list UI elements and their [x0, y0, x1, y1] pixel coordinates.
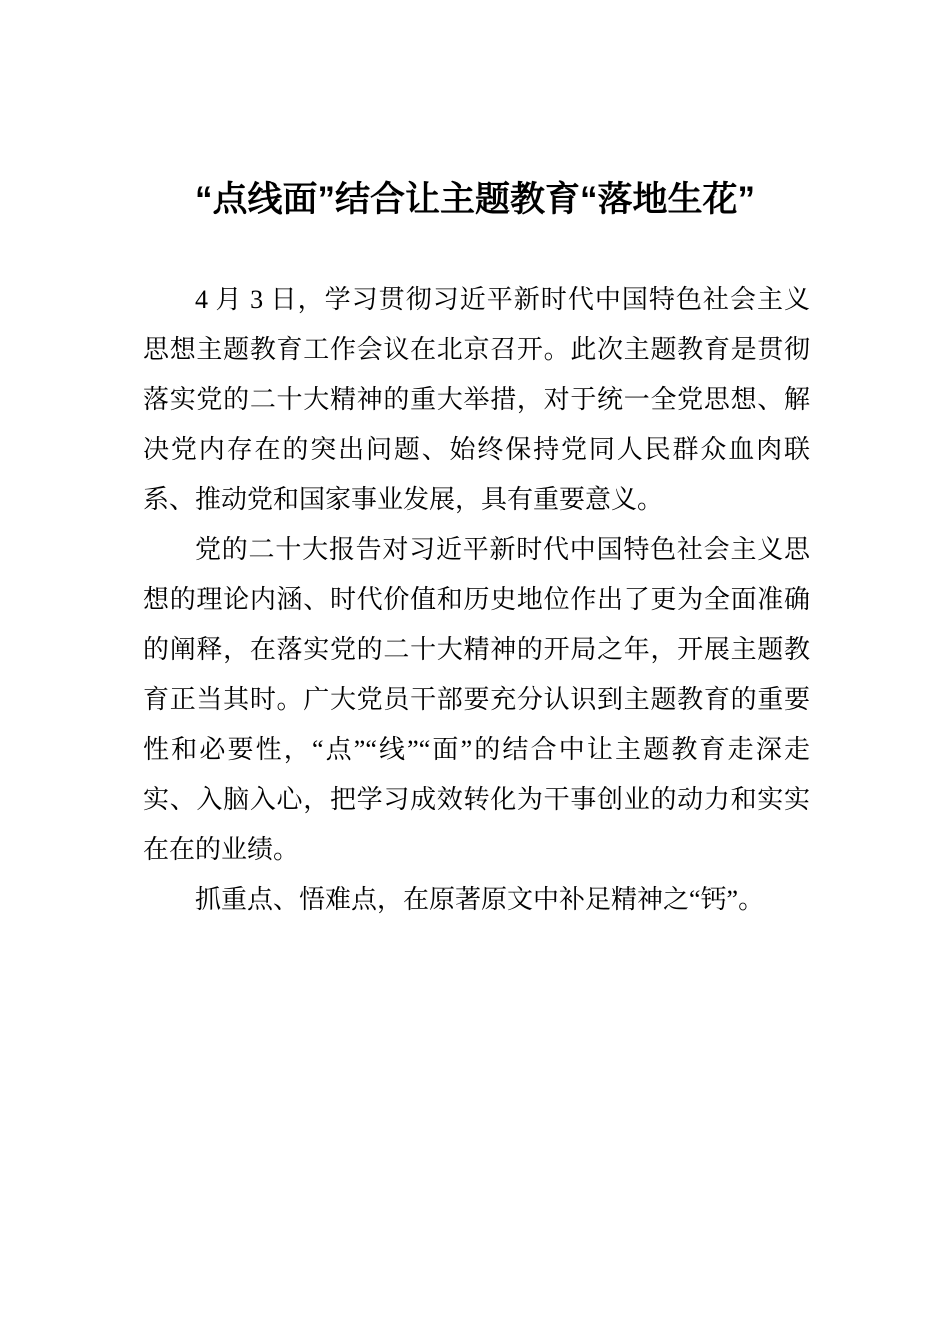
paragraph: 抓重点、悟难点，在原著原文中补足精神之“钙”。 [195, 885, 765, 914]
paragraph: 4 月 3 日，学习贯彻习近平新时代中国特色社会主义思想主题教育工作会议在北京召开。此次主题教育是贯彻落实党的二十大精神的重大举措，对于统一全党思想、解决党内存在的突出问题、始终保持党同人民群众血肉联系、推动党和国家事业发展，具有重要意义。 [143, 285, 810, 514]
paragraph: 党的二十大报告对习近平新时代中国特色社会主义思想的理论内涵、时代价值和历史地位作出了更为全面准确的阐释，在落实党的二十大精神的开局之年，开展主题教育正当其时。广大党员干部要充分认识到主题教育的重要性和必要性，“点”“线”“面”的结合中让主题教育走深走实、入脑入心，把学习成效转化为干事创业的动力和实实在在的业绩。 [143, 535, 810, 864]
document-title: “点线面”结合让主题教育“落地生花” [194, 180, 755, 219]
document-body [143, 275, 810, 925]
